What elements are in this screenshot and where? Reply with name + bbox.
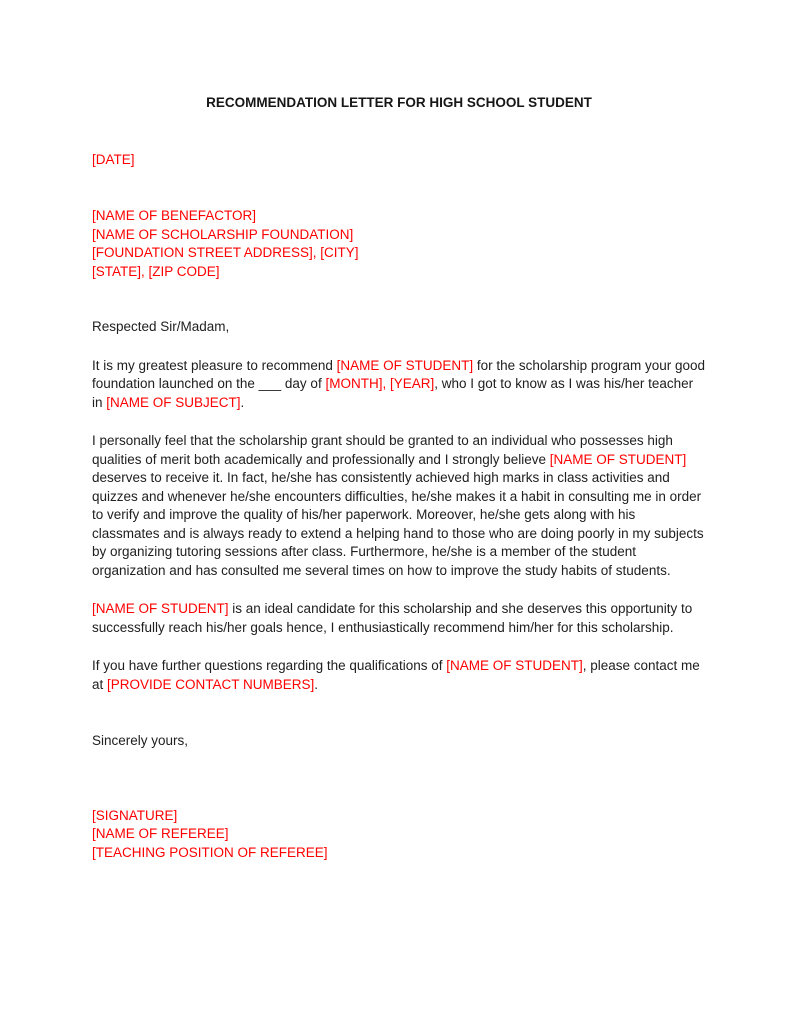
paragraph-endorsement xyxy=(92,600,706,637)
paragraph-intro xyxy=(92,357,706,413)
placeholder-student-name: [NAME OF STUDENT] xyxy=(92,601,229,616)
placeholder-month-year: [MONTH], [YEAR] xyxy=(325,376,435,391)
signature-line-referee-position: [TEACHING POSITION OF REFEREE] xyxy=(92,844,328,860)
signature-line-referee-name: [NAME OF REFEREE] xyxy=(92,826,229,841)
recipient-line-benefactor: [NAME OF BENEFACTOR] xyxy=(92,208,257,223)
body-text: . xyxy=(240,394,245,410)
body-text: If you have further questions regarding the qualifications of xyxy=(92,658,447,673)
body-text: is an ideal candidate for this scholarship and she deserves this opportunity to successfully reach his/her goals hence, I enthusiastically recommend him/her for this scholarship. xyxy=(92,601,693,635)
body-text: deserves to receive it. In fact, he/she has consistently achieved high marks in class activities and quizzes and whenever he/she encounters difficulties, he/she makes it a habit in consulting me in order to verify and improve the quality of his/her paperwork. Moreover, he/she gets along with his classmates and is always ready to extend a helping hand to those who are doing poorly in my subjects by organizing tutoring sessions after class. Furthermore, he/she is a member of the student organization and has consulted me several times on how to improve the study habits of students. xyxy=(92,470,704,578)
recipient-address-block xyxy=(92,207,706,281)
paragraph-qualities xyxy=(92,432,706,580)
recipient-line-street-city: [FOUNDATION STREET ADDRESS], [CITY] xyxy=(92,245,359,260)
recipient-line-foundation: [NAME OF SCHOLARSHIP FOUNDATION] xyxy=(92,226,354,242)
paragraph-contact xyxy=(92,657,706,694)
closing-valediction: Sincerely yours, xyxy=(92,733,189,748)
body-text: It is my greatest pleasure to recommend xyxy=(92,357,337,373)
body-text: , who I got to know as I was his/her teacher in xyxy=(92,376,694,410)
salutation: Respected Sir/Madam, xyxy=(92,319,230,334)
date-placeholder: [DATE] xyxy=(92,151,135,167)
signature-line-signature: [SIGNATURE] xyxy=(92,807,178,823)
body-text: . xyxy=(314,676,319,692)
recipient-line-state-zip: [STATE], [ZIP CODE] xyxy=(92,263,220,279)
letter-title: RECOMMENDATION LETTER FOR HIGH SCHOOL STUDENT xyxy=(206,95,592,110)
placeholder-student-name: [NAME OF STUDENT] xyxy=(336,357,474,373)
placeholder-subject-name: [NAME OF SUBJECT] xyxy=(106,394,241,410)
body-text: for the scholarship program your good foundation launched on the ___ day of xyxy=(92,357,705,391)
body-text: I personally feel that the scholarship grant should be granted to an individual who possesses high qualities of merit both academically and professionally and I strongly believe xyxy=(92,433,673,467)
placeholder-contact-numbers: [PROVIDE CONTACT NUMBERS] xyxy=(107,676,315,692)
placeholder-student-name: [NAME OF STUDENT] xyxy=(549,451,687,467)
signature-block xyxy=(92,807,706,863)
body-text: , please contact me at xyxy=(92,658,700,692)
placeholder-student-name: [NAME OF STUDENT] xyxy=(446,658,583,673)
